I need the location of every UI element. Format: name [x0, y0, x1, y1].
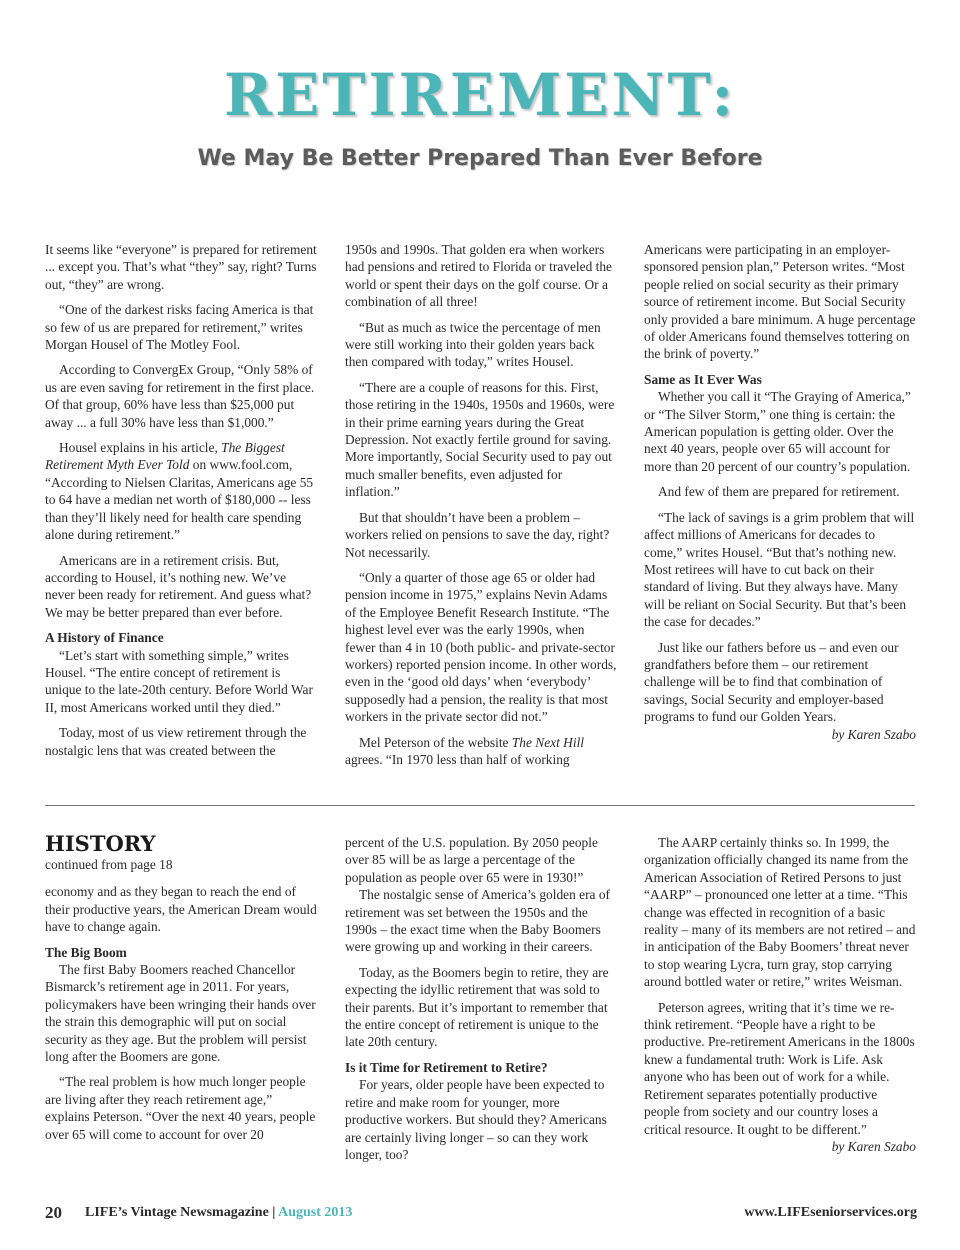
paragraph: For years, older people have been expected to retire and make room for younger, more productive workers. But should they? Americans are certainly living longer – so can they work longer, too?	[345, 1077, 607, 1162]
paragraph	[45, 439, 317, 543]
paragraph: Today, most of us view retirement through the nostalgic lens that was created between the	[45, 725, 307, 758]
paragraph-text: agrees. “In 1970 less than half of working	[345, 751, 570, 767]
page-subtitle: We May Be Better Prepared Than Ever Before	[197, 146, 763, 171]
paragraph: According to ConvergEx Group, “Only 58% of us are even saving for retirement in the first place. Of that group, 60% have less than $25,000 put away ... a full 30% have less than $1,000.”	[45, 362, 315, 430]
paragraph-text: on www.fool.com,	[192, 457, 293, 473]
byline: by Karen Szabo	[831, 726, 916, 742]
article-column-3	[644, 241, 916, 743]
paragraph-text: “According to Nielsen Claritas, Americans age 55 to 64 have a median net worth of $180,000 -- less than they’ll likely need for health care spending alone during retirement.”	[45, 474, 314, 543]
magazine-name: LIFE’s Vintage Newsmagazine |	[85, 1205, 276, 1220]
paragraph-text: Mel Peterson of the website	[359, 734, 509, 750]
paragraph	[345, 734, 617, 769]
article-column-1	[45, 241, 317, 767]
history-heading: HISTORY	[45, 831, 156, 856]
issue-date: August 2013	[278, 1205, 353, 1220]
section-heading: Is it Time for Retirement to Retire?	[345, 1059, 548, 1075]
section-heading: The Big Boom	[45, 944, 127, 960]
paragraph: And few of them are prepared for retirement.	[658, 484, 900, 500]
website-title-reference: The Next Hill	[511, 734, 585, 750]
history-column-2	[345, 834, 617, 1171]
paragraph: Peterson agrees, writing that it’s time we re-think retirement. “People have a right to be productive. Pre-retirement Americans in the 1800s knew a fundamental truth: Work is Life. Ask anyone who has been out of work for a while. Retirement separates potentially productive people from society and our country loses a critical resource. It ought to be different.”	[644, 999, 915, 1137]
section-divider	[45, 805, 915, 806]
article-column-2	[345, 241, 617, 776]
section-heading: Same as It Ever Was	[644, 371, 762, 387]
paragraph: Today, as the Boomers begin to retire, they are expecting the idyllic retirement that was sold to their parents. But it’s important to remember that the entire concept of retirement is unique to the late 20th century.	[345, 964, 609, 1050]
paragraph-text: Housel explains in his article,	[59, 440, 218, 456]
paragraph: “There are a couple of reasons for this. First, those retiring in the 1940s, 1950s and 1960s, were in their prime earning years during the Great Depression. Not exactly fertile ground for saving. More importantly, Social Security used to pay out much smaller benefits, even adjusted for inflation.”	[345, 379, 615, 500]
paragraph: Just like our fathers before us – and even our grandfathers before them – our retirement challenge will be to find that combination of savings, Social Security and employer-based programs to fund our Golden Years.	[644, 639, 899, 725]
paragraph: “Only a quarter of those age 65 or older had pension income in 1975,” explains Nevin Adams of the Employee Benefit Research Institute. “The highest level ever was the early 1990s, when fewer than 4 in 10 (both public- and private-sector workers) reported pension income. In other words, even in the ‘good old days’ when ‘everybody’ supposedly had a pension, the reality is that most workers in the private sector did not.”	[345, 569, 617, 725]
page-number: 20	[45, 1203, 62, 1222]
continued-note: continued from page 18	[45, 857, 173, 872]
paragraph: Americans were participating in an employer-sponsored pension plan,” Peterson writes. “Most people relied on social security as their primary source of retirement income. But Social Security only provided a bare minimum. A huge percentage of older Americans found themselves tottering on the brink of poverty.”	[644, 242, 916, 362]
history-column-3	[644, 834, 916, 1155]
byline: by Karen Szabo	[831, 1138, 916, 1154]
magazine-info	[85, 1205, 352, 1221]
paragraph: “The lack of savings is a grim problem that will affect millions of Americans for decades to come,” writes Housel. “But that’s nothing new. Most retirees will have to cut back on their standard of living. But they always have. Many will be reliant on Social Security. But that’s been the case for decades.”	[644, 509, 915, 630]
paragraph: Americans are in a retirement crisis. But, according to Housel, it’s nothing new. We’ve never been ready for retirement. And guess what? We may be better prepared than ever before.	[45, 552, 312, 620]
paragraph: It seems like “everyone” is prepared for retirement ... except you. That’s what “they” say, right? Turns out, “they” are wrong.	[45, 242, 317, 292]
paragraph: “But as much as twice the percentage of men were still working into their golden years back then compared with today,” writes Housel.	[345, 319, 601, 370]
paragraph: The first Baby Boomers reached Chancellor Bismarck’s retirement age in 2011. For years, policymakers have been wringing their hands over the strain this demographic will put on social security as they age. But the problem will persist long after the Boomers are gone.	[45, 962, 316, 1065]
paragraph: “Let’s start with something simple,” writes Housel. “The entire concept of retirement is unique to the late-20th century. Before World War II, most Americans worked until they died.”	[45, 647, 313, 715]
paragraph: “One of the darkest risks facing America is that so few of us are prepared for retirement,” writes Morgan Housel of The Motley Fool.	[45, 302, 314, 353]
section-heading: A History of Finance	[45, 630, 164, 646]
history-column-1	[45, 832, 317, 1151]
paragraph: Whether you call it “The Graying of America,” or “The Silver Storm,” one thing is certain: the American population is getting older. Over the next 40 years, people over 65 will account for more than 20 percent of our country’s population.	[644, 389, 911, 474]
paragraph: economy and as they began to reach the end of their productive years, the American Dream would have to change again.	[45, 884, 317, 935]
article-title-reference: The Biggest Retirement Myth Ever Told	[45, 440, 285, 473]
paragraph: 1950s and 1990s. That golden era when workers had pensions and retired to Florida or traveled the world or spent their days on the golf course. Or a combination of all three!	[345, 242, 612, 310]
paragraph: percent of the U.S. population. By 2050 people over 85 will be as large a percentage of the population as people over 65 were in 1930!”	[345, 835, 598, 885]
website-link[interactable]: www.LIFEseniorservices.org	[744, 1205, 917, 1220]
page-title: RETIREMENT:	[223, 61, 737, 129]
paragraph: “The real problem is how much longer people are living after they reach retirement age,” explains Peterson. “Over the next 40 years, people over 65 will come to account for over 20	[45, 1074, 316, 1142]
paragraph: But that shouldn’t have been a problem – workers relied on pensions to save the day, right? Not necessarily.	[345, 509, 610, 560]
paragraph: The AARP certainly thinks so. In 1999, the organization officially changed its name from the American Association of Retired Persons to just “AARP” – pronounced one letter at a time. “This change was effected in recognition of a basic reality – many of its members are not retired – and in anticipation of the Baby Boomers’ threat never to stop wearing Lycra, turn gray, stop carrying around bottled water or retire,” writes Weisman.	[644, 835, 916, 990]
paragraph: The nostalgic sense of America’s golden era of retirement was set between the 1950s and the 1990s – the exact time when the Baby Boomers were growing up and working in their careers.	[345, 887, 610, 955]
